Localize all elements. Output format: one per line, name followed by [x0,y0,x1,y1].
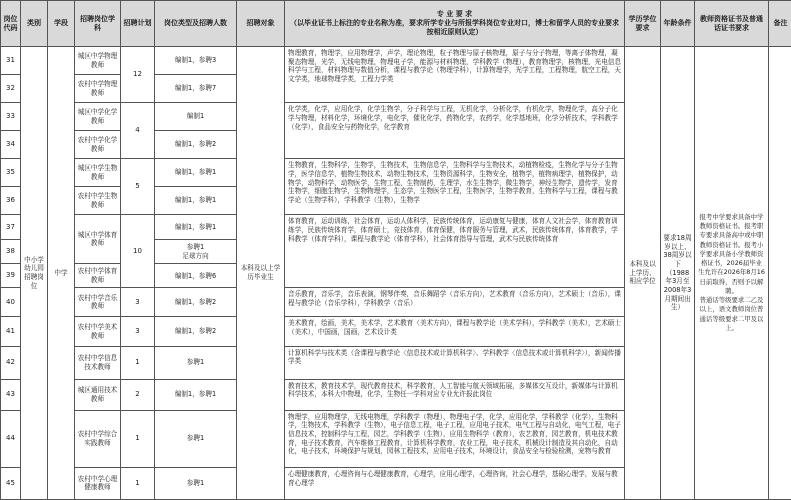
target-cell: 本科及以上学历毕业生 [237,47,285,500]
post-cell: 编制1，参聘1 [155,159,237,187]
header-major [285,1,625,47]
major-cell: 物理学，应用物理学，无线电物理，学科教学（物理），物理电子学，化学，应用化学，学科教学（化学），生物科学，生物技术，学科教学（生物），电子信息工程，电子工程，应用电子技术，电气工程与自动化，电气工程，电子信息技术，控制科学与工程，园艺，学科教学（生物），应用生物科学（教育），农艺教育，园艺教育，机电技术教育，电子技术教育，汽车维修工程教育，计算机科学教育，农业工程，电子技术，机械设计制造及其自动化，自动化，电子技术，环境保护与规划，园林工程技术，应用电子技术，环境设计，食品安全与检验检测，宠物与教育 [285,410,625,467]
row-id: 43 [1,379,21,410]
header-major-title: 专 业 要 求 [436,10,473,19]
row-id: 39 [1,264,21,288]
row-id: 34 [1,131,21,159]
subject-cell: 城区中学生物教师 [75,159,121,187]
row-id: 31 [1,47,21,75]
subject-cell: 城区中学体育教师 [75,215,121,264]
major-cell: 体育教育，运动训练，社会体育，运动人体科学，民族传统体育，运动康复与健康，体育人文社会学，体育教育训练学，民族传统体育学，体育硕士，竞技体育，体育保健，体育服务与管理，武术，民族传统体育，体育教学，学科教学（体育学科），课程与教学论（体育学科），社会体育指导与管理，武术与民族传统体育 [285,215,625,288]
header-category: 类别 [21,1,48,47]
header-degree: 学历学位要求 [625,1,661,47]
subject-cell: 农村中学体育教师 [75,264,121,288]
row-id: 45 [1,467,21,499]
row-id: 32 [1,75,21,103]
plan-cell: 1 [121,467,155,499]
subject-cell: 农村中学美术教师 [75,317,121,346]
row-id: 38 [1,240,21,264]
subject-cell: 农村中学信息技术教师 [75,346,121,379]
major-cell: 美术教育，绘画，美术，美术学，艺术教育（美术方向），课程与教学论（美术学科），学科教学（美术），艺术硕士（美术），中国画，国画，艺术设计类 [285,317,625,346]
post-cell: 编制1，参聘1 [155,379,237,410]
plan-cell: 3 [121,288,155,317]
plan-cell: 2 [121,379,155,410]
table-row [1,47,791,75]
stage-cell: 中学 [48,47,75,500]
post-cell: 参聘1 [155,467,237,499]
subject-cell: 农村中学生物教师 [75,187,121,215]
header-remark: 备注 [769,1,791,47]
post-cell: 参聘1 足球方向 [155,240,237,264]
row-id: 40 [1,288,21,317]
row-id: 44 [1,410,21,467]
header-cert: 教师资格证书及普通话证书要求 [695,1,769,47]
row-id: 41 [1,317,21,346]
subject-cell: 农村中学物理教师 [75,75,121,103]
subject-cell: 城区中学化学教师 [75,103,121,131]
post-cell: 编制1，参聘3 [155,47,237,75]
post-cell: 参聘1 [155,410,237,467]
major-cell: 计算机科学与技术类（含课程与教学论〈信息技术或计算机科学〉、学科教学〈信息技术或计算机科学〉），新闻传播学类 [285,346,625,379]
row-id: 35 [1,159,21,187]
row-id: 42 [1,346,21,379]
degree-cell: 本科及以上学历、相应学位 [625,47,661,500]
row-id: 36 [1,187,21,215]
header-id: 岗位代码 [1,1,21,47]
major-cell: 物理教育，物理学，应用物理学，声学，理论物理，粒子物理与原子核物理，原子与分子物理，等离子体物理，凝聚态物理，光学，无线电物理，物理电子学，能源与材料物理，学科教学（物理），教育物理学，核物理，光电信息科学与工程，材料物理与数值分析，课程与教学论（物理学科），计算物理学，光学工程，工程物理，航空工程，天文学类，地球物理学类，工程力学类 [285,47,625,103]
major-cell: 化学类，化学，应用化学，化学生物学，分子科学与工程，无机化学，分析化学，有机化学，物理化学，高分子化学与物理，材料化学，环境化学，电化学，催化化学，药物化学，农药学，化学基地班，化学分析技术，学科教学（化学），食品安全与药物化学，化学教育 [285,103,625,159]
header-subject: 招聘岗位学科 [75,1,121,47]
plan-cell: 10 [121,215,155,288]
plan-cell: 3 [121,317,155,346]
row-id: 37 [1,215,21,240]
subject-cell: 农村中学综合实践教师 [75,410,121,467]
plan-cell: 4 [121,103,155,159]
header-plan: 招聘计划 [121,1,155,47]
major-cell: 心理健康教育，心理咨询与心理健康教育，心理学，应用心理学，心理咨询，社会心理学，基础心理学，发展与教育心理学 [285,467,625,499]
plan-cell: 5 [121,159,155,215]
plan-cell: 12 [121,47,155,103]
cert-cell: 报考中学要求具备中学教师资格证书。报考职专要求具备高中或中职教师资格证书。报考小学要求具备小学教师资格证书，2026届毕业生允许在2026年8月16日前取得，否则予以解聘。 普通话等级要求二乙及以上，语文教师岗位普通话等级要求二甲及以上。 [695,47,769,500]
header-target: 招聘对象 [237,1,285,47]
post-cell: 编制1，参聘6 [155,264,237,288]
header-stage: 学段 [48,1,75,47]
age-cell: 要求18周岁以上、38周岁以下（1988年3月至2008年3月期间出生） [661,47,695,500]
row-id: 33 [1,103,21,131]
post-cell: 编制1，参聘1 [155,215,237,240]
header-row [1,1,791,47]
post-cell: 编制1 [155,103,237,131]
header-post-type: 岗位类型及招聘人数 [155,1,237,47]
header-age: 年龄条件 [661,1,695,47]
subject-cell: 农村中学心理健康教师 [75,467,121,499]
remark-cell [769,47,791,500]
post-cell: 编制1，参聘2 [155,317,237,346]
post-cell: 编制1，参聘1 [155,187,237,215]
subject-cell: 城区通用技术教师 [75,379,121,410]
major-cell: 生物教育，生物科学，生物学，生物技术，生物信息学，生物科学与生物技术，动植物检疫，生物化学与分子生物学，医学信息学，植物生物技术，动物生物技术，生物资源科学，生物安全，植物学，植物病理学，植物保护，动物学，动物科学，动物医学，生物工程，生物制药，生理学，水生生物学，微生物学，神经生物学，遗传学，发育生物学，细胞生物学，生物物理学，生态学，生物医学工程，生物医学，生物学教育，生物科学与工程，课程与教学论（生物学科），学科教学（生物），生物学 [285,159,625,215]
plan-cell: 1 [121,346,155,379]
plan-cell: 1 [121,410,155,467]
post-cell: 编制1，参聘2 [155,131,237,159]
major-cell: 教育技术，教育技术学，现代教育技术，科学教育，人工智能与航天领域拓展，多媒体交互设计，新媒体与计算机科学技术，本科大中物理，化学，生物任一学科对应专业允许报此岗位 [285,379,625,410]
post-cell: 编制1，参聘7 [155,75,237,103]
category-cell: 中小学幼儿园招聘岗位 [21,47,48,500]
subject-cell: 农村中学化学教师 [75,131,121,159]
post-cell: 参聘1 [155,346,237,379]
subject-cell: 农村中学音乐教师 [75,288,121,317]
subject-cell: 城区中学物理教师 [75,47,121,75]
major-cell: 音乐教育，音乐学，音乐表演，钢琴伴奏，音乐舞蹈学（音乐方向），艺术教育（音乐方向），艺术硕士（音乐），课程与教学论（音乐学科），学科教学（音乐） [285,288,625,317]
post-cell: 编制1，参聘2 [155,288,237,317]
header-major-note: （以毕业证书上标注的专业名称为准，要求所学专业与所报学科岗位专业对口，博士和留学人员的专业要求按相近原则认定） [290,19,619,36]
